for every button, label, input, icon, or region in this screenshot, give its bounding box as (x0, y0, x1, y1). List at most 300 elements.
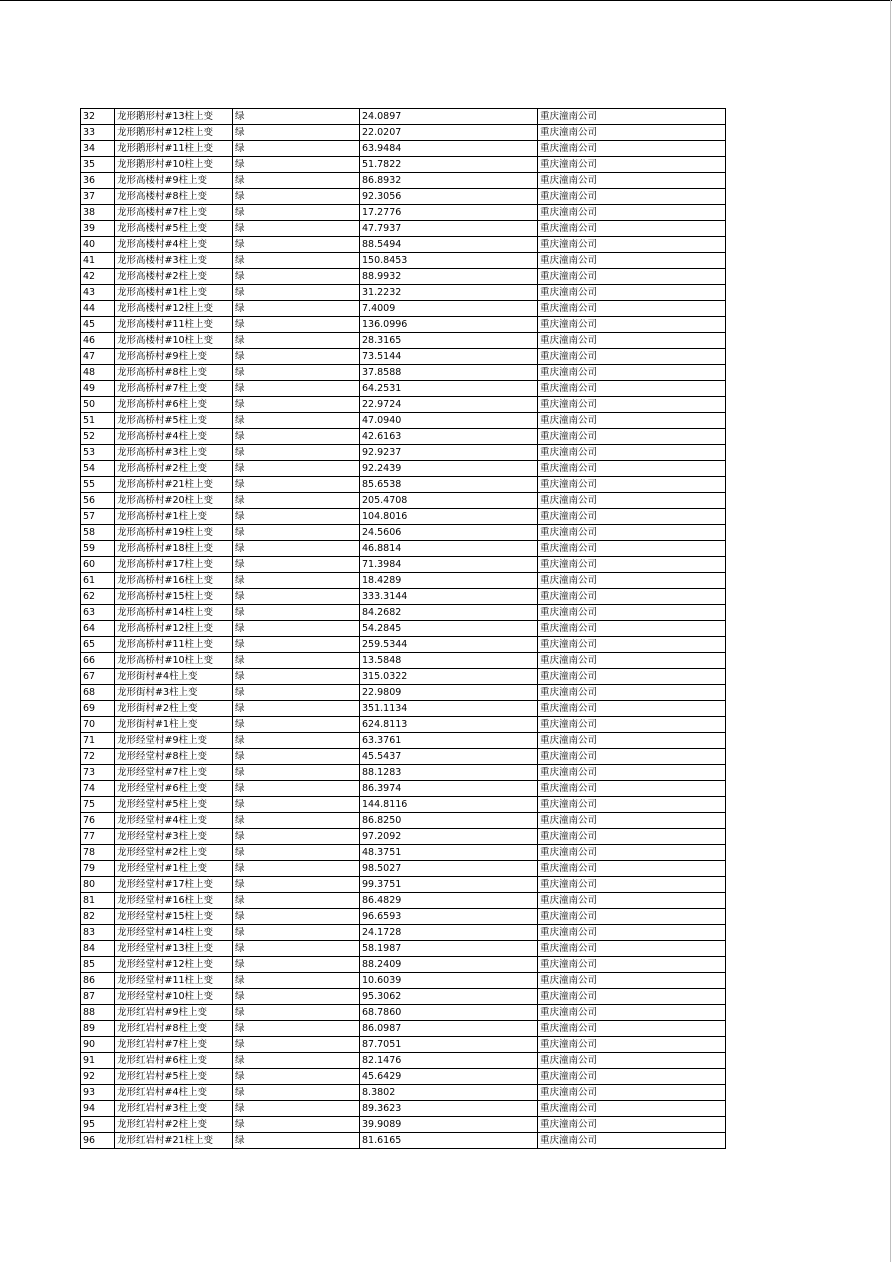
transformer-name-cell: 龙形高桥村#9柱上变 (115, 349, 233, 365)
row-index-cell: 54 (81, 461, 115, 477)
company-cell: 重庆潼南公司 (538, 461, 726, 477)
company-cell: 重庆潼南公司 (538, 221, 726, 237)
table-row (81, 285, 726, 301)
value-cell: 104.8016 (360, 509, 538, 525)
transformer-name-cell: 龙形高桥村#7柱上变 (115, 381, 233, 397)
transformer-name-cell: 龙形街村#1柱上变 (115, 717, 233, 733)
company-cell: 重庆潼南公司 (538, 125, 726, 141)
row-index-cell: 93 (81, 1085, 115, 1101)
transformer-name-cell: 龙形高桥村#21柱上变 (115, 477, 233, 493)
table-row (81, 1117, 726, 1133)
table-row (81, 541, 726, 557)
row-index-cell: 94 (81, 1101, 115, 1117)
transformer-name-cell: 龙形鹅形村#13柱上变 (115, 109, 233, 125)
row-index-cell: 81 (81, 893, 115, 909)
transformer-name-cell: 龙形红岩村#5柱上变 (115, 1069, 233, 1085)
company-cell: 重庆潼南公司 (538, 1069, 726, 1085)
value-cell: 73.5144 (360, 349, 538, 365)
transformer-name-cell: 龙形红岩村#9柱上变 (115, 1005, 233, 1021)
transformer-name-cell: 龙形经堂村#14柱上变 (115, 925, 233, 941)
company-cell: 重庆潼南公司 (538, 733, 726, 749)
status-cell: 绿 (233, 765, 360, 781)
table-row (81, 445, 726, 461)
value-cell: 99.3751 (360, 877, 538, 893)
company-cell: 重庆潼南公司 (538, 845, 726, 861)
table-row (81, 605, 726, 621)
table-row (81, 173, 726, 189)
row-index-cell: 63 (81, 605, 115, 621)
row-index-cell: 39 (81, 221, 115, 237)
company-cell: 重庆潼南公司 (538, 365, 726, 381)
value-cell: 96.6593 (360, 909, 538, 925)
row-index-cell: 62 (81, 589, 115, 605)
transformer-name-cell: 龙形高楼村#8柱上变 (115, 189, 233, 205)
table-row (81, 1021, 726, 1037)
status-cell: 绿 (233, 653, 360, 669)
value-cell: 13.5848 (360, 653, 538, 669)
value-cell: 315.0322 (360, 669, 538, 685)
table-row (81, 253, 726, 269)
transformer-name-cell: 龙形经堂村#11柱上变 (115, 973, 233, 989)
company-cell: 重庆潼南公司 (538, 877, 726, 893)
row-index-cell: 82 (81, 909, 115, 925)
page-right-border (890, 0, 891, 1262)
status-cell: 绿 (233, 221, 360, 237)
row-index-cell: 49 (81, 381, 115, 397)
company-cell: 重庆潼南公司 (538, 717, 726, 733)
company-cell: 重庆潼南公司 (538, 285, 726, 301)
value-cell: 18.4289 (360, 573, 538, 589)
row-index-cell: 95 (81, 1117, 115, 1133)
table-row (81, 365, 726, 381)
transformer-name-cell: 龙形红岩村#2柱上变 (115, 1117, 233, 1133)
table-row (81, 957, 726, 973)
row-index-cell: 96 (81, 1133, 115, 1149)
table-row (81, 941, 726, 957)
value-cell: 333.3144 (360, 589, 538, 605)
page-top-border (0, 0, 892, 1)
transformer-name-cell: 龙形高桥村#16柱上变 (115, 573, 233, 589)
transformer-name-cell: 龙形经堂村#5柱上变 (115, 797, 233, 813)
data-table (80, 108, 726, 1149)
table-row (81, 237, 726, 253)
status-cell: 绿 (233, 509, 360, 525)
row-index-cell: 34 (81, 141, 115, 157)
table-row (81, 813, 726, 829)
transformer-name-cell: 龙形经堂村#2柱上变 (115, 845, 233, 861)
table-row (81, 1069, 726, 1085)
company-cell: 重庆潼南公司 (538, 685, 726, 701)
row-index-cell: 68 (81, 685, 115, 701)
row-index-cell: 44 (81, 301, 115, 317)
row-index-cell: 78 (81, 845, 115, 861)
row-index-cell: 65 (81, 637, 115, 653)
table-row (81, 877, 726, 893)
value-cell: 351.1134 (360, 701, 538, 717)
value-cell: 54.2845 (360, 621, 538, 637)
row-index-cell: 87 (81, 989, 115, 1005)
row-index-cell: 64 (81, 621, 115, 637)
transformer-name-cell: 龙形高桥村#17柱上变 (115, 557, 233, 573)
status-cell: 绿 (233, 349, 360, 365)
table-row (81, 333, 726, 349)
row-index-cell: 83 (81, 925, 115, 941)
value-cell: 39.9089 (360, 1117, 538, 1133)
value-cell: 8.3802 (360, 1085, 538, 1101)
row-index-cell: 72 (81, 749, 115, 765)
row-index-cell: 88 (81, 1005, 115, 1021)
table-row (81, 557, 726, 573)
status-cell: 绿 (233, 749, 360, 765)
row-index-cell: 53 (81, 445, 115, 461)
table-row (81, 989, 726, 1005)
value-cell: 68.7860 (360, 1005, 538, 1021)
value-cell: 88.9932 (360, 269, 538, 285)
company-cell: 重庆潼南公司 (538, 253, 726, 269)
status-cell: 绿 (233, 157, 360, 173)
value-cell: 31.2232 (360, 285, 538, 301)
row-index-cell: 84 (81, 941, 115, 957)
status-cell: 绿 (233, 877, 360, 893)
transformer-name-cell: 龙形高桥村#12柱上变 (115, 621, 233, 637)
transformer-name-cell: 龙形红岩村#3柱上变 (115, 1101, 233, 1117)
status-cell: 绿 (233, 1085, 360, 1101)
status-cell: 绿 (233, 573, 360, 589)
row-index-cell: 73 (81, 765, 115, 781)
transformer-name-cell: 龙形高桥村#5柱上变 (115, 413, 233, 429)
value-cell: 92.3056 (360, 189, 538, 205)
table-row (81, 221, 726, 237)
status-cell: 绿 (233, 621, 360, 637)
table-row (81, 317, 726, 333)
value-cell: 10.6039 (360, 973, 538, 989)
value-cell: 42.6163 (360, 429, 538, 445)
value-cell: 86.8932 (360, 173, 538, 189)
status-cell: 绿 (233, 813, 360, 829)
status-cell: 绿 (233, 1117, 360, 1133)
status-cell: 绿 (233, 669, 360, 685)
status-cell: 绿 (233, 1069, 360, 1085)
company-cell: 重庆潼南公司 (538, 621, 726, 637)
company-cell: 重庆潼南公司 (538, 989, 726, 1005)
company-cell: 重庆潼南公司 (538, 157, 726, 173)
row-index-cell: 80 (81, 877, 115, 893)
value-cell: 259.5344 (360, 637, 538, 653)
company-cell: 重庆潼南公司 (538, 333, 726, 349)
table-row (81, 637, 726, 653)
value-cell: 86.8250 (360, 813, 538, 829)
status-cell: 绿 (233, 973, 360, 989)
table-row (81, 301, 726, 317)
value-cell: 144.8116 (360, 797, 538, 813)
transformer-name-cell: 龙形街村#4柱上变 (115, 669, 233, 685)
row-index-cell: 57 (81, 509, 115, 525)
row-index-cell: 91 (81, 1053, 115, 1069)
status-cell: 绿 (233, 637, 360, 653)
row-index-cell: 66 (81, 653, 115, 669)
company-cell: 重庆潼南公司 (538, 1037, 726, 1053)
status-cell: 绿 (233, 413, 360, 429)
company-cell: 重庆潼南公司 (538, 349, 726, 365)
company-cell: 重庆潼南公司 (538, 797, 726, 813)
transformer-name-cell: 龙形经堂村#7柱上变 (115, 765, 233, 781)
company-cell: 重庆潼南公司 (538, 109, 726, 125)
row-index-cell: 51 (81, 413, 115, 429)
table-row (81, 413, 726, 429)
table-row (81, 269, 726, 285)
company-cell: 重庆潼南公司 (538, 205, 726, 221)
row-index-cell: 37 (81, 189, 115, 205)
value-cell: 89.3623 (360, 1101, 538, 1117)
table-row (81, 189, 726, 205)
transformer-name-cell: 龙形经堂村#6柱上变 (115, 781, 233, 797)
value-cell: 51.7822 (360, 157, 538, 173)
transformer-name-cell: 龙形经堂村#3柱上变 (115, 829, 233, 845)
status-cell: 绿 (233, 493, 360, 509)
status-cell: 绿 (233, 893, 360, 909)
row-index-cell: 86 (81, 973, 115, 989)
status-cell: 绿 (233, 125, 360, 141)
transformer-name-cell: 龙形红岩村#8柱上变 (115, 1021, 233, 1037)
row-index-cell: 55 (81, 477, 115, 493)
value-cell: 95.3062 (360, 989, 538, 1005)
transformer-name-cell: 龙形经堂村#12柱上变 (115, 957, 233, 973)
company-cell: 重庆潼南公司 (538, 1021, 726, 1037)
row-index-cell: 41 (81, 253, 115, 269)
transformer-name-cell: 龙形高桥村#11柱上变 (115, 637, 233, 653)
table-row (81, 1005, 726, 1021)
value-cell: 86.3974 (360, 781, 538, 797)
table-row (81, 733, 726, 749)
row-index-cell: 42 (81, 269, 115, 285)
company-cell: 重庆潼南公司 (538, 973, 726, 989)
company-cell: 重庆潼南公司 (538, 557, 726, 573)
company-cell: 重庆潼南公司 (538, 1085, 726, 1101)
company-cell: 重庆潼南公司 (538, 525, 726, 541)
transformer-name-cell: 龙形经堂村#8柱上变 (115, 749, 233, 765)
row-index-cell: 79 (81, 861, 115, 877)
value-cell: 47.0940 (360, 413, 538, 429)
row-index-cell: 85 (81, 957, 115, 973)
table-row (81, 685, 726, 701)
row-index-cell: 67 (81, 669, 115, 685)
table-row (81, 429, 726, 445)
value-cell: 82.1476 (360, 1053, 538, 1069)
status-cell: 绿 (233, 317, 360, 333)
transformer-name-cell: 龙形经堂村#13柱上变 (115, 941, 233, 957)
company-cell: 重庆潼南公司 (538, 573, 726, 589)
table-row (81, 973, 726, 989)
transformer-name-cell: 龙形街村#3柱上变 (115, 685, 233, 701)
status-cell: 绿 (233, 797, 360, 813)
status-cell: 绿 (233, 397, 360, 413)
transformer-name-cell: 龙形经堂村#4柱上变 (115, 813, 233, 829)
table-row (81, 749, 726, 765)
company-cell: 重庆潼南公司 (538, 909, 726, 925)
status-cell: 绿 (233, 781, 360, 797)
row-index-cell: 35 (81, 157, 115, 173)
company-cell: 重庆潼南公司 (538, 861, 726, 877)
row-index-cell: 92 (81, 1069, 115, 1085)
transformer-name-cell: 龙形高楼村#10柱上变 (115, 333, 233, 349)
company-cell: 重庆潼南公司 (538, 925, 726, 941)
row-index-cell: 90 (81, 1037, 115, 1053)
table-row (81, 1133, 726, 1149)
status-cell: 绿 (233, 829, 360, 845)
table-row (81, 125, 726, 141)
row-index-cell: 60 (81, 557, 115, 573)
value-cell: 17.2776 (360, 205, 538, 221)
company-cell: 重庆潼南公司 (538, 637, 726, 653)
transformer-name-cell: 龙形经堂村#1柱上变 (115, 861, 233, 877)
transformer-name-cell: 龙形高楼村#12柱上变 (115, 301, 233, 317)
transformer-name-cell: 龙形高桥村#6柱上变 (115, 397, 233, 413)
company-cell: 重庆潼南公司 (538, 445, 726, 461)
company-cell: 重庆潼南公司 (538, 173, 726, 189)
transformer-name-cell: 龙形高桥村#2柱上变 (115, 461, 233, 477)
status-cell: 绿 (233, 285, 360, 301)
transformer-name-cell: 龙形高楼村#7柱上变 (115, 205, 233, 221)
value-cell: 46.8814 (360, 541, 538, 557)
status-cell: 绿 (233, 189, 360, 205)
company-cell: 重庆潼南公司 (538, 413, 726, 429)
value-cell: 37.8588 (360, 365, 538, 381)
table-row (81, 109, 726, 125)
transformer-name-cell: 龙形鹅形村#11柱上变 (115, 141, 233, 157)
value-cell: 58.1987 (360, 941, 538, 957)
table-row (81, 509, 726, 525)
status-cell: 绿 (233, 525, 360, 541)
transformer-name-cell: 龙形鹅形村#10柱上变 (115, 157, 233, 173)
status-cell: 绿 (233, 909, 360, 925)
transformer-name-cell: 龙形高桥村#1柱上变 (115, 509, 233, 525)
row-index-cell: 50 (81, 397, 115, 413)
company-cell: 重庆潼南公司 (538, 653, 726, 669)
row-index-cell: 56 (81, 493, 115, 509)
company-cell: 重庆潼南公司 (538, 381, 726, 397)
company-cell: 重庆潼南公司 (538, 829, 726, 845)
company-cell: 重庆潼南公司 (538, 589, 726, 605)
company-cell: 重庆潼南公司 (538, 813, 726, 829)
transformer-name-cell: 龙形高桥村#15柱上变 (115, 589, 233, 605)
status-cell: 绿 (233, 269, 360, 285)
company-cell: 重庆潼南公司 (538, 669, 726, 685)
value-cell: 205.4708 (360, 493, 538, 509)
company-cell: 重庆潼南公司 (538, 1053, 726, 1069)
transformer-name-cell: 龙形红岩村#7柱上变 (115, 1037, 233, 1053)
value-cell: 136.0996 (360, 317, 538, 333)
company-cell: 重庆潼南公司 (538, 237, 726, 253)
status-cell: 绿 (233, 253, 360, 269)
status-cell: 绿 (233, 429, 360, 445)
value-cell: 28.3165 (360, 333, 538, 349)
company-cell: 重庆潼南公司 (538, 781, 726, 797)
value-cell: 48.3751 (360, 845, 538, 861)
row-index-cell: 45 (81, 317, 115, 333)
transformer-name-cell: 龙形经堂村#16柱上变 (115, 893, 233, 909)
value-cell: 47.7937 (360, 221, 538, 237)
value-cell: 98.5027 (360, 861, 538, 877)
transformer-name-cell: 龙形高楼村#2柱上变 (115, 269, 233, 285)
table-row (81, 349, 726, 365)
transformer-name-cell: 龙形经堂村#10柱上变 (115, 989, 233, 1005)
status-cell: 绿 (233, 717, 360, 733)
value-cell: 63.9484 (360, 141, 538, 157)
transformer-name-cell: 龙形经堂村#17柱上变 (115, 877, 233, 893)
status-cell: 绿 (233, 381, 360, 397)
company-cell: 重庆潼南公司 (538, 605, 726, 621)
status-cell: 绿 (233, 861, 360, 877)
status-cell: 绿 (233, 477, 360, 493)
value-cell: 86.4829 (360, 893, 538, 909)
table-row (81, 1101, 726, 1117)
status-cell: 绿 (233, 1005, 360, 1021)
table-row (81, 925, 726, 941)
value-cell: 81.6165 (360, 1133, 538, 1149)
table-row (81, 765, 726, 781)
status-cell: 绿 (233, 173, 360, 189)
value-cell: 45.5437 (360, 749, 538, 765)
status-cell: 绿 (233, 733, 360, 749)
transformer-name-cell: 龙形高桥村#3柱上变 (115, 445, 233, 461)
transformer-name-cell: 龙形红岩村#4柱上变 (115, 1085, 233, 1101)
status-cell: 绿 (233, 989, 360, 1005)
status-cell: 绿 (233, 701, 360, 717)
table-row (81, 829, 726, 845)
company-cell: 重庆潼南公司 (538, 1117, 726, 1133)
transformer-name-cell: 龙形街村#2柱上变 (115, 701, 233, 717)
table-row (81, 589, 726, 605)
row-index-cell: 70 (81, 717, 115, 733)
row-index-cell: 36 (81, 173, 115, 189)
company-cell: 重庆潼南公司 (538, 941, 726, 957)
status-cell: 绿 (233, 1037, 360, 1053)
row-index-cell: 48 (81, 365, 115, 381)
transformer-name-cell: 龙形高楼村#1柱上变 (115, 285, 233, 301)
status-cell: 绿 (233, 1133, 360, 1149)
status-cell: 绿 (233, 957, 360, 973)
status-cell: 绿 (233, 845, 360, 861)
company-cell: 重庆潼南公司 (538, 317, 726, 333)
value-cell: 64.2531 (360, 381, 538, 397)
transformer-name-cell: 龙形高桥村#4柱上变 (115, 429, 233, 445)
company-cell: 重庆潼南公司 (538, 1101, 726, 1117)
status-cell: 绿 (233, 941, 360, 957)
table-row (81, 797, 726, 813)
value-cell: 87.7051 (360, 1037, 538, 1053)
table-row (81, 493, 726, 509)
status-cell: 绿 (233, 685, 360, 701)
row-index-cell: 71 (81, 733, 115, 749)
table-row (81, 669, 726, 685)
table-row (81, 397, 726, 413)
status-cell: 绿 (233, 1053, 360, 1069)
status-cell: 绿 (233, 141, 360, 157)
row-index-cell: 52 (81, 429, 115, 445)
value-cell: 84.2682 (360, 605, 538, 621)
company-cell: 重庆潼南公司 (538, 765, 726, 781)
status-cell: 绿 (233, 557, 360, 573)
value-cell: 24.5606 (360, 525, 538, 541)
table-row (81, 621, 726, 637)
value-cell: 88.1283 (360, 765, 538, 781)
transformer-name-cell: 龙形高桥村#18柱上变 (115, 541, 233, 557)
company-cell: 重庆潼南公司 (538, 269, 726, 285)
value-cell: 24.1728 (360, 925, 538, 941)
value-cell: 86.0987 (360, 1021, 538, 1037)
row-index-cell: 76 (81, 813, 115, 829)
status-cell: 绿 (233, 445, 360, 461)
